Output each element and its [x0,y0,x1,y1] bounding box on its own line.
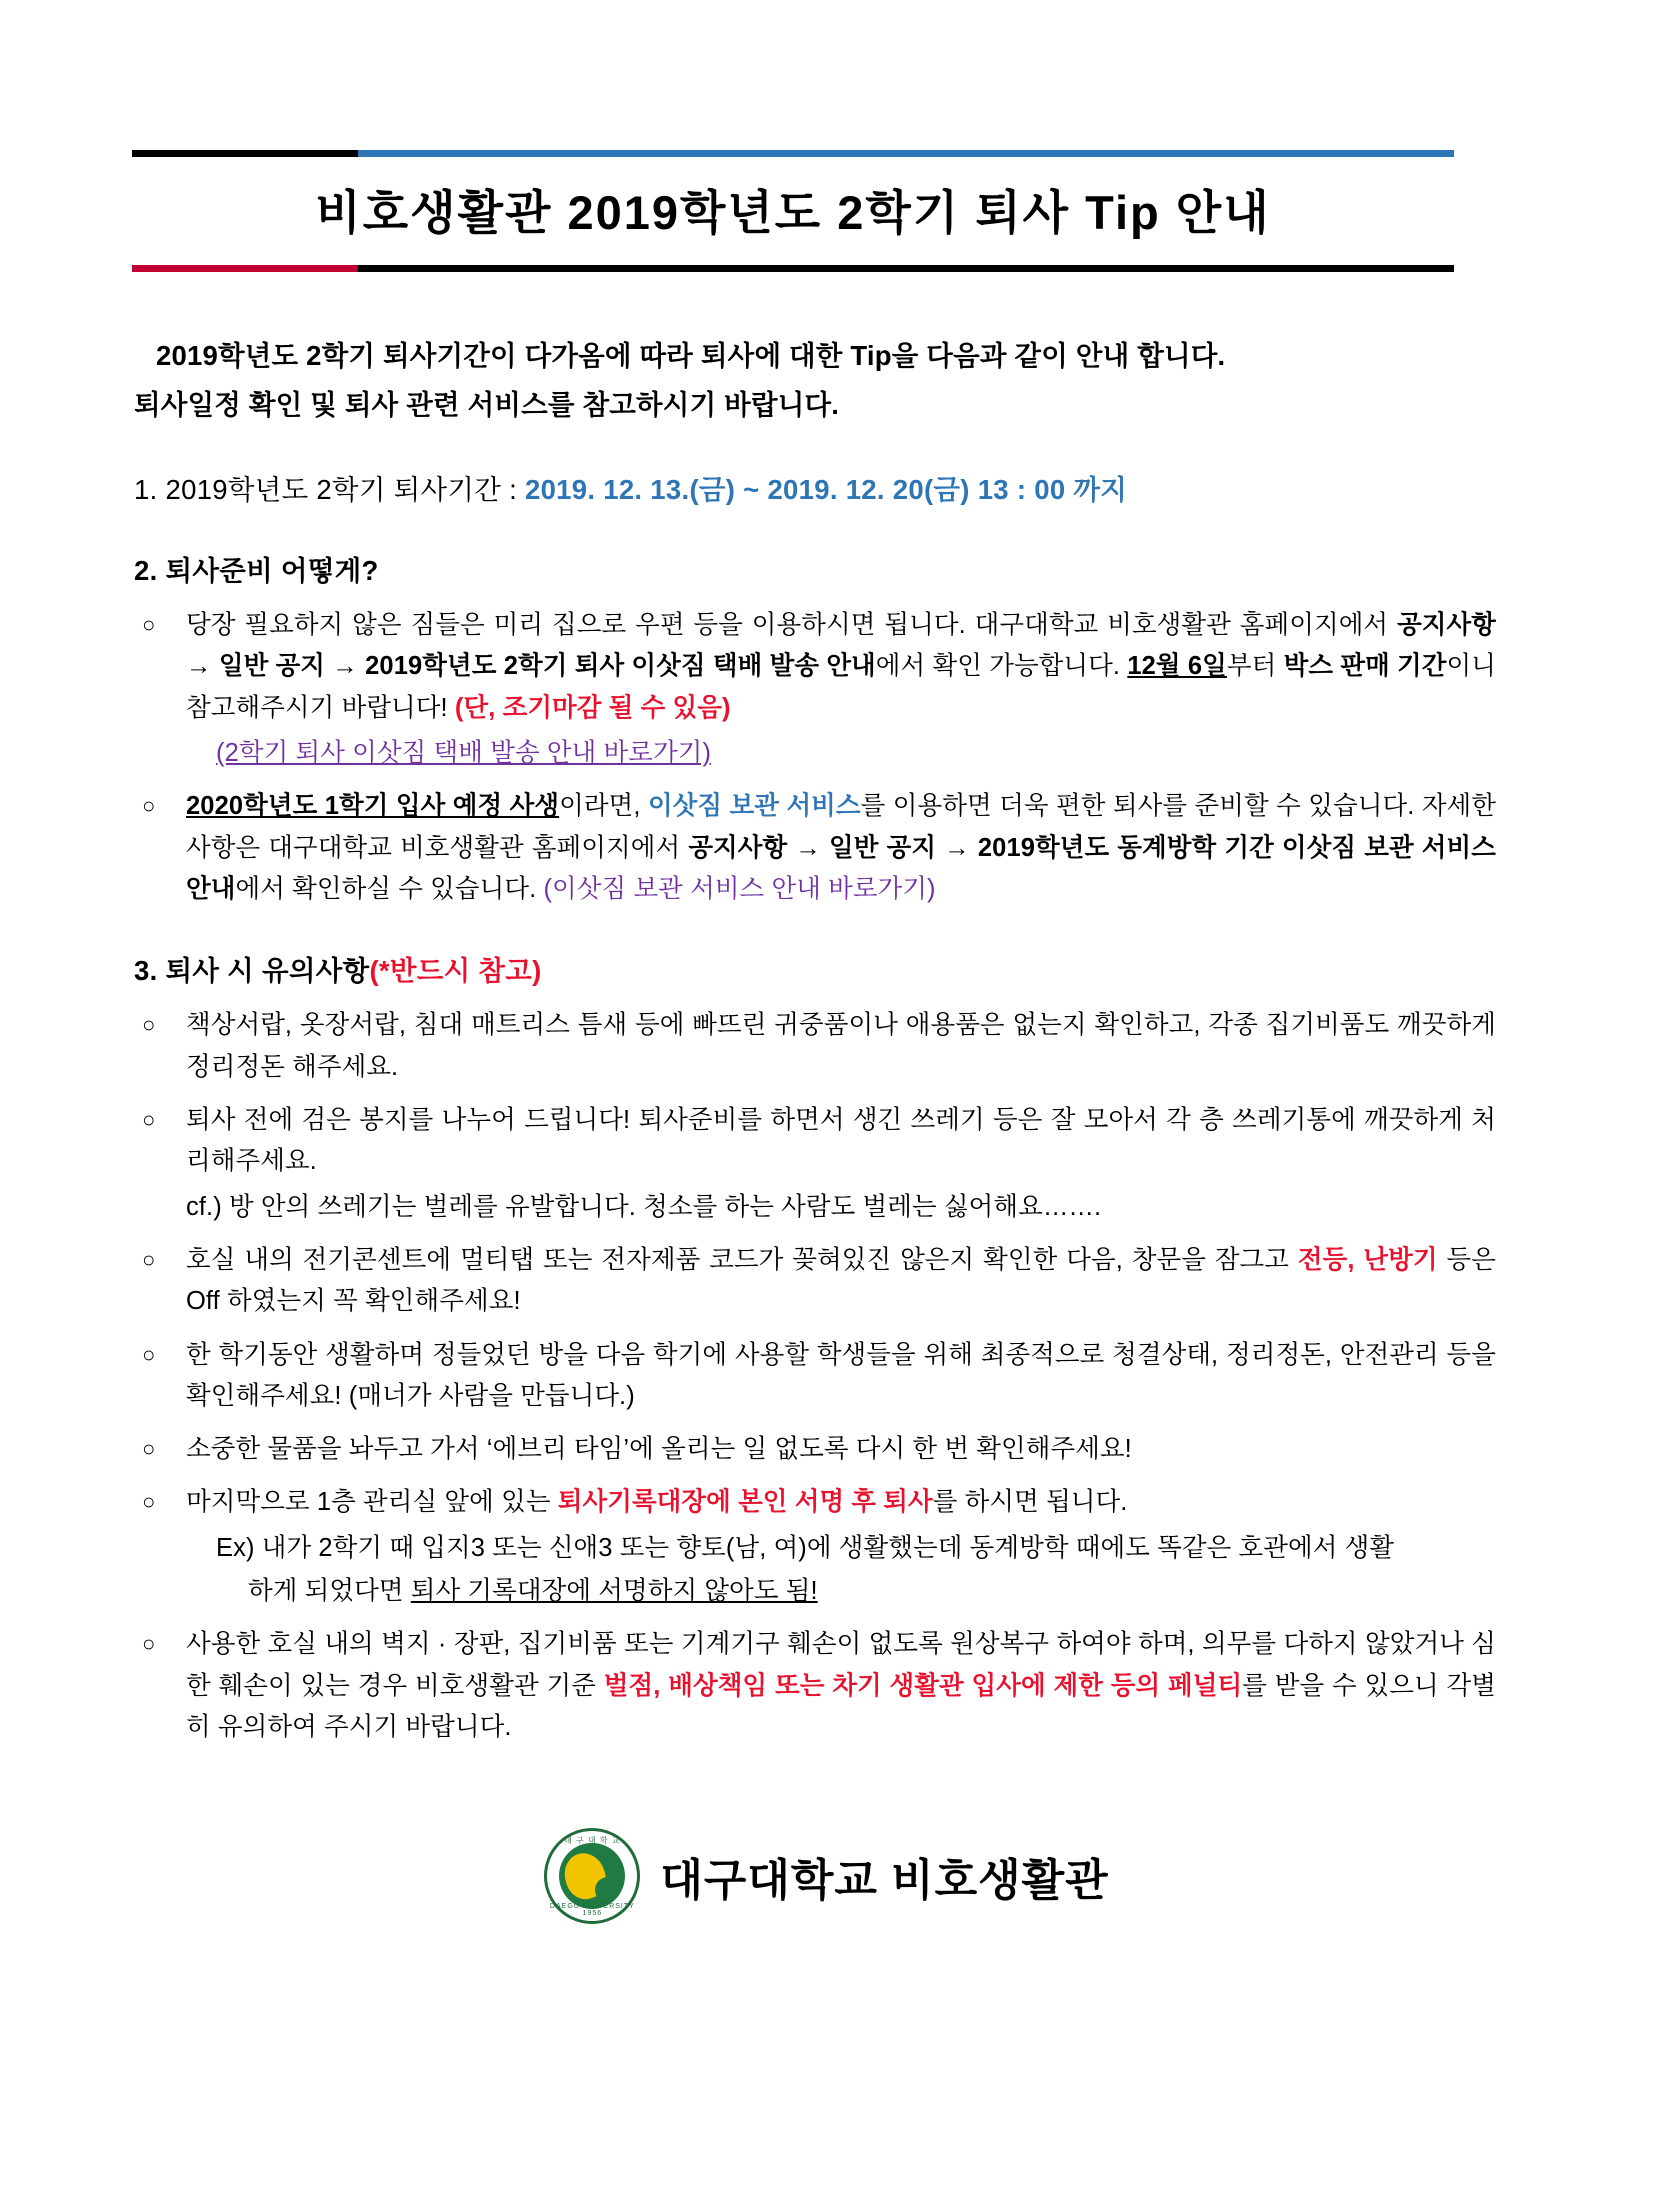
list-item [134,1100,1496,1228]
s2-item1-text-1: 당장 필요하지 않은 짐들은 미리 집으로 우편 등을 이용하시면 됩니다. 대구대학교 비호생활관 홈페이지에서 [186,611,1398,640]
s3-item6-example-line-1: Ex) 내가 2학기 때 입지3 또는 신애3 또는 향토(남, 여)에 생활했는데 동계방학 때에도 똑같은 호관에서 생활 [216,1533,1395,1562]
section-1-period: 2019. 12. 13.(금) ~ 2019. 12. 20(금) 13 : 00 까지 [524,473,1128,505]
s3-item1-text: 책상서랍, 옷장서랍, 침대 매트리스 틈새 등에 빠뜨린 귀중품이나 애용품은 없는지 확인하고, 각종 집기비품도 깨끗하게 정리정돈 해주세요. [186,1011,1496,1081]
intro-paragraph [134,332,1464,428]
section-3-title: 퇴사 시 유의사항 [165,955,370,987]
delivery-notice-link[interactable]: (2학기 퇴사 이삿짐 택배 발송 안내 바로가기) [216,739,712,768]
list-item [134,786,1496,910]
s3-item6-example-pre: 하게 되었다면 [248,1577,411,1606]
section-2 [120,550,1533,910]
s3-item2-text: 퇴사 전에 검은 봉지를 나누어 드립니다! 퇴사준비를 하면서 생긴 쓰레기 등은 잘 모아서 각 층 쓰레기통에 깨끗하게 처리해주세요. [186,1106,1496,1176]
s2-item2-service: 이삿짐 보관 서비스 [647,792,861,821]
header-rule-bottom-red-segment [132,265,358,272]
list-item [134,1335,1496,1418]
list-item [134,605,1496,774]
s2-item1-text-7: 이니 참고해주시기 바랍니다! [186,652,1496,722]
s3-item2-cf-note: cf.) 방 안의 쓰레기는 벌레를 유발합니다. 청소를 하는 사람도 벌레는 싫어해요……. [186,1192,1102,1221]
section-1-label: 2019학년도 2학기 퇴사기간 : [165,473,518,505]
s2-item2-text-6: 에서 확인하실 수 있습니다. [235,874,544,903]
s3-item5-text: 소중한 물품을 놔두고 가서 ‘에브리 타임’에 올리는 일 없도록 다시 한 번 확인해주세요! [186,1435,1132,1464]
footer-logo [120,1828,1533,1924]
s2-item1-text-5: 부터 [1226,652,1284,681]
intro-line-1: 2019학년도 2학기 퇴사기간이 다가옴에 따라 퇴사에 대한 Tip을 다음과 같이 안내 합니다. [156,340,1226,372]
intro-line-2: 퇴사일정 확인 및 퇴사 관련 서비스를 참고하시기 바랍니다. [134,388,840,420]
s2-item1-text-3: 에서 확인 가능합니다. [875,652,1128,681]
s2-item2-text-4: 를 이용하면 더욱 편한 퇴사를 준비할 수 있습니다. 자세한 사항은 대구대학교 비호생활관 홈페이지에서 [186,792,1497,862]
header-rule-bottom [132,265,1454,272]
s3-item6-text-3: 를 하시면 됩니다. [932,1488,1128,1517]
section-1-heading [134,469,1533,510]
s3-item6-text-1: 마지막으로 1층 관리실 앞에 있는 [186,1488,558,1517]
header-rule-top [132,150,1454,157]
list-item [134,1240,1496,1323]
section-3-title-note: (*반드시 참고) [369,955,542,987]
s3-item7-text-3: 를 받을 수 있으니 각별히 유의하여 주시기 바랍니다. [186,1671,1496,1741]
s3-item3-text-1: 호실 내의 전기콘센트에 멀티탭 또는 전자제품 코드가 꽂혀있진 않은지 확인한 다음, 창문을 잠그고 [186,1245,1298,1274]
list-item [134,1624,1496,1748]
s3-item3-text-3: 등은 Off 하였는지 꼭 확인해주세요! [186,1245,1496,1316]
section-1 [120,469,1533,510]
s3-item6-example-underline: 퇴사 기록대장에 서명하지 않아도 됨! [410,1577,818,1606]
section-2-heading [134,550,1533,591]
s3-item4-text: 한 학기동안 생활하며 정들었던 방을 다음 학기에 사용할 학생들을 위해 최종적으로 청결상태, 정리정돈, 안전관리 등을 확인해주세요! (매너가 사람을 만듭니다.) [186,1340,1496,1410]
section-2-number: 2. [134,554,158,586]
university-emblem-icon [544,1828,640,1924]
emblem-top-text: 대 구 대 학 교 [564,1836,621,1846]
s3-item7-text-1: 사용한 호실 내의 벽지 · 장판, 집기비품 또는 기계기구 훼손이 없도록 원상복구 하여야 하며, 의무를 다하지 않았거나 심한 훼손이 있는 경우 비호생활관 기준 [186,1630,1496,1700]
section-1-number: 1. [134,473,158,505]
s2-item1-path: 공지사항 → 일반 공지 → 2019학년도 2학기 퇴사 이삿짐 택배 발송 안내 [186,611,1496,681]
list-item [134,1482,1496,1612]
s3-item3-highlight: 전등, 난방기 [1297,1245,1438,1274]
s2-item1-warning: (단, 조기마감 될 수 있음) [454,693,731,722]
section-3-heading [134,950,1533,991]
list-item [134,1429,1496,1470]
section-2-list [120,605,1533,910]
s2-item2-path: 공지사항 → 일반 공지 → 2019학년도 동계방학 기간 이삿짐 보관 서비스 안내 [186,833,1496,903]
footer-organization-name: 대구대학교 비호생활관 [660,1856,1109,1906]
header-rule-top-dark-segment [132,150,358,157]
section-2-title: 퇴사준비 어떻게? [165,554,379,586]
section-3-number: 3. [134,955,158,987]
s2-item1-box-sale: 박스 판매 기간 [1283,652,1447,681]
s3-item6-highlight: 퇴사기록대장에 본인 서명 후 퇴사 [557,1488,933,1517]
header-rule-top-blue-segment [358,150,1454,157]
list-item [134,1005,1496,1088]
s3-item7-penalty: 벌점, 배상책임 또는 차기 생활관 입사에 제한 등의 페널티 [603,1671,1243,1700]
emblem-ring-text [547,1831,637,1921]
s2-item2-text-2: 이라면, [559,792,648,821]
emblem-bottom-text: DAEGU UNIVERSITY 1956 [549,1903,635,1918]
page-title: 비호생활관 2019학년도 2학기 퇴사 Tip 안내 [315,186,1271,239]
s2-item2-target: 2020학년도 1학기 입사 예정 사생 [186,792,560,821]
storage-service-link[interactable]: (이삿짐 보관 서비스 안내 바로가기) [543,874,936,903]
s2-item1-date: 12월 6일 [1127,652,1227,681]
section-3-list [120,1005,1533,1748]
header-rule-bottom-dark-segment [358,265,1454,272]
section-3 [120,950,1533,1748]
s3-item6-example-line-2 [186,1571,1496,1612]
